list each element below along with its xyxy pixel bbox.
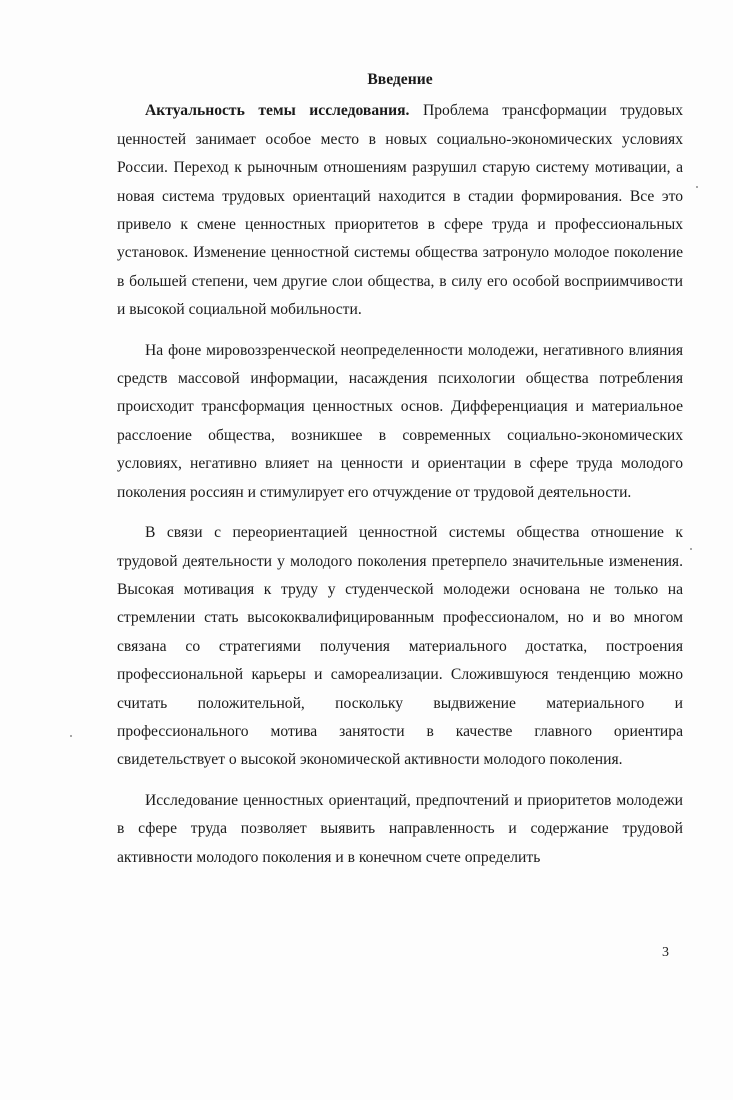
scan-speck [690,548,692,550]
scan-speck [696,186,698,188]
page-content [117,66,683,884]
paragraph-4 [117,787,683,872]
section-heading: Введение [367,71,433,88]
paragraph-1-lead: Актуальность темы исследования. [145,102,410,120]
paragraph-1 [117,97,683,324]
paragraph-2 [117,337,683,507]
scan-speck [70,735,72,737]
paragraph-4-text: Исследование ценностных ориентаций, предпочтений и приоритетов молодежи в сфере труда позволяет выявить направленность и содержание трудовой активности молодого поколения и в конечном счете определить [117,791,683,866]
paragraph-2-text: На фоне мировоззренческой неопределенности молодежи, негативного влияния средств массовой информации, насаждения психологии общества потребления происходит трансформация ценностных основ. Дифференциация и материальное расслоение общества, возникшее в современных социально-экономических условиях, негативно влияет на ценности и ориентации в сфере труда молодого поколения россиян и стимулирует его отчуждение от трудовой деятельности. [117,341,683,501]
page-number: 3 [662,945,669,960]
paragraph-1-text: Проблема трансформации трудовых ценностей занимает особое место в новых социально-экономических условиях России. Переход к рыночным отношениям разрушил старую систему мотивации, а новая система трудовых ориентаций находится в стадии формирования. Все это привело к смене ценностных приоритетов в сфере труда и профессиональных установок. Изменение ценностной системы общества затронуло молодое поколение в большей степени, чем другие слои общества, в силу его особой восприимчивости и высокой социальной мобильности. [117,102,683,319]
paragraph-3-text: В связи с переориентацией ценностной системы общества отношение к трудовой деятельности у молодого поколения претерпело значительные изменения. Высокая мотивация к труду у студенческой молодежи основана не только на стремлении стать высококвалифицированным профессионалом, но и во многом связана со стратегиями получения материального достатка, построения профессиональной карьеры и самореализации. Сложившуюся тенденцию можно считать положительной, поскольку выдвижение материального и профессионального мотива занятости в качестве главного ориентира свидетельствует о высокой экономической активности молодого поколения. [117,524,683,769]
paragraph-3 [117,519,683,775]
